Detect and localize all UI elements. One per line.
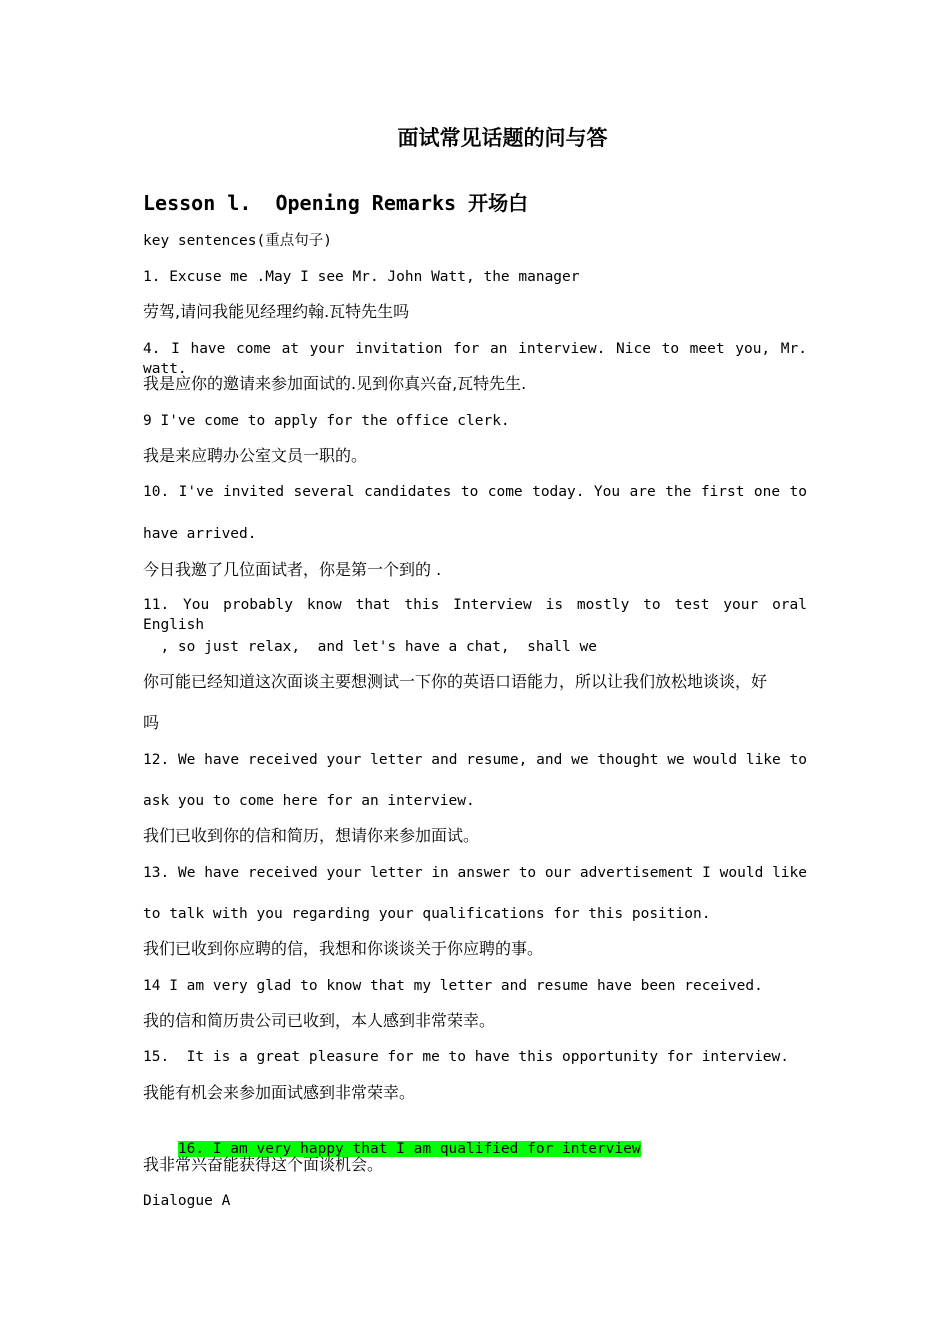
dialogue-heading: Dialogue A [143, 1193, 231, 1209]
sentence-15-en: 15. It is a great pleasure for me to have this opportunity for interview. [143, 1049, 790, 1065]
lesson-heading: Lesson l. Opening Remarks 开场白 [143, 191, 529, 215]
sentence-1-en: 1. Excuse me .May I see Mr. John Watt, the manager [143, 269, 580, 285]
sentence-10-en-line1: 10. I've invited several candidates to come today. You are the first one to [143, 484, 807, 500]
sentence-16-zh: 我非常兴奋能获得这个面谈机会。 [143, 1155, 384, 1174]
sentence-11-zh-line1: 你可能已经知道这次面谈主要想测试一下你的英语口语能力，所以让我们放松地谈谈，好 [143, 672, 768, 691]
sentence-12-zh: 我们已收到你的信和简历，想请你来参加面试。 [143, 826, 480, 845]
sentence-1-zh: 劳驾,请问我能见经理约翰.瓦特先生吗 [143, 302, 410, 321]
highlight-mark: 16. I am very happy that I am qualified for interview [177, 1141, 641, 1157]
sentence-4-en: 4. I have come at your invitation for an interview. Nice to meet you, Mr. watt. [143, 341, 807, 377]
sentence-13-zh: 我们已收到你应聘的信，我想和你谈谈关于你应聘的事。 [143, 939, 544, 958]
sentence-15-zh: 我能有机会来参加面试感到非常荣幸。 [143, 1083, 416, 1102]
sentence-9-en: 9 I've come to apply for the office clerk. [143, 413, 510, 429]
sentence-9-zh: 我是来应聘办公室文员一职的。 [143, 446, 368, 465]
sentence-13-en-line1: 13. We have received your letter in answer to our advertisement I would like [143, 865, 807, 881]
sentence-13-en-line2: to talk with you regarding your qualifications for this position. [143, 906, 711, 922]
sentence-4-zh: 我是应你的邀请来参加面试的.见到你真兴奋,瓦特先生. [143, 374, 527, 393]
sentence-14-en: 14 I am very glad to know that my letter and resume have been received. [143, 978, 763, 994]
sentence-12-en-line2: ask you to come here for an interview. [143, 793, 475, 809]
sentence-11-en-line1: 11. You probably know that this Interview is mostly to test your oral English [143, 597, 807, 633]
key-sentences-label: key sentences(重点句子) [143, 233, 332, 249]
sentence-11-en-line2: , so just relax, and let's have a chat, shall we [143, 639, 597, 655]
sentence-11-zh-line2: 吗 [143, 713, 160, 732]
page-title: 面试常见话题的问与答 [397, 126, 608, 150]
sentence-10-en-line2: have arrived. [143, 526, 257, 542]
sentence-12-en-line1: 12. We have received your letter and resume, and we thought we would like to [143, 752, 807, 768]
sentence-10-zh: 今日我邀了几位面试者，你是第一个到的 . [143, 560, 442, 579]
sentence-14-zh: 我的信和简历贵公司已收到，本人感到非常荣幸。 [143, 1011, 496, 1030]
